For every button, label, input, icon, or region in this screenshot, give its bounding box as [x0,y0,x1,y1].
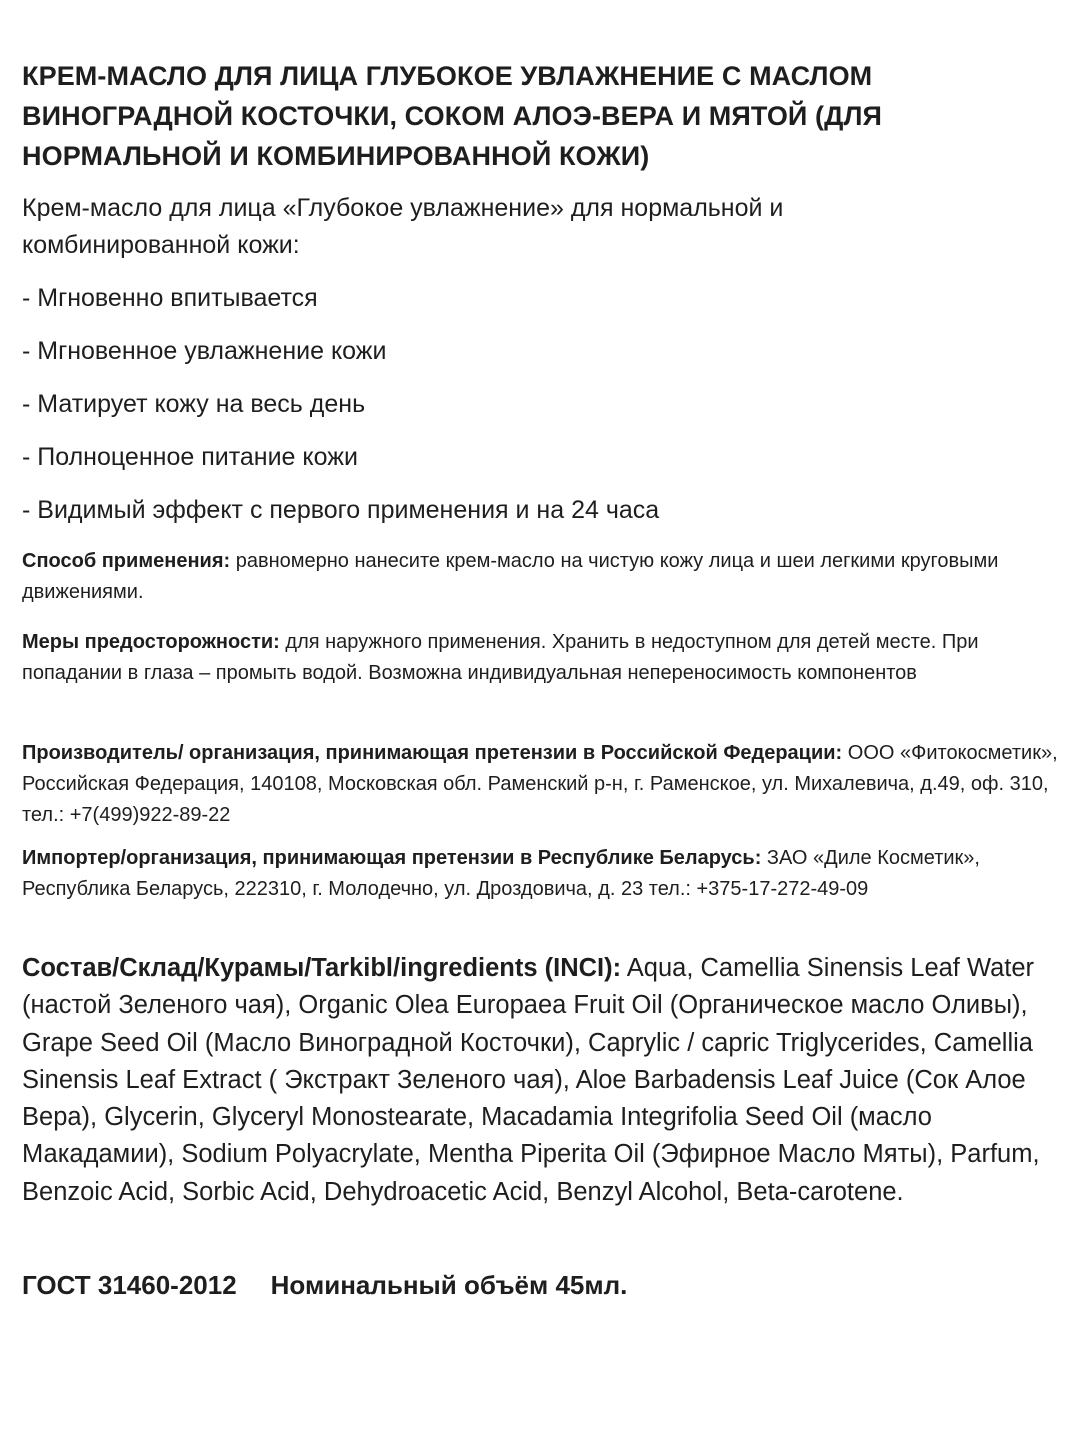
ingredients-section [22,950,1080,1211]
usage-text: равномерно нанесите крем-масло на чистую кожу лица и шеи легкими круговыми движениями. [22,550,999,603]
manufacturer-label: Производитель/ организация, принимающая претензии в Российской Федерации: [22,742,843,764]
importer-section [22,843,1080,905]
importer-label: Импортер/организация, принимающая претензии в Республике Беларусь: [22,847,762,869]
nominal-volume: Номинальный объём 45мл. [270,1270,628,1300]
benefit-item: - Видимый эффект с первого применения и на 24 часа [22,496,660,524]
precautions-label: Меры предосторожности: [22,631,280,653]
precautions-section [22,627,1080,689]
usage-label: Способ применения: [22,550,231,572]
usage-section [22,546,1080,608]
footer-line [22,1265,627,1305]
product-intro: Крем-масло для лица «Глубокое увлажнение» для нормальной и комбинированной кожи: [22,194,784,259]
benefit-item: - Мгновенное увлажнение кожи [22,337,387,365]
benefit-item: - Мгновенно впитывается [22,284,318,312]
precautions-text: для наружного применения. Хранить в недоступном для детей месте. При попадании в глаза – промыть водой. Возможна индивидуальная непереносимость компонентов [22,631,979,684]
product-title: КРЕМ-МАСЛО ДЛЯ ЛИЦА ГЛУБОКОЕ УВЛАЖНЕНИЕ С МАСЛОМ ВИНОГРАДНОЙ КОСТОЧКИ, СОКОМ АЛОЭ-ВЕРА И МЯТОЙ (ДЛЯ НОРМАЛЬНОЙ И КОМБИНИРОВАННОЙ КОЖИ) [22,61,883,171]
ingredients-text: Aqua, Camellia Sinensis Leaf Water (настой Зеленого чая), Organic Olea Europaea Fruit Oil (Органическое масло Оливы), Grape Seed Oil (Масло Виноградной Косточки), Caprylic / capric Triglycerides, Camellia Sinensis Leaf Extract ( Экстракт Зеленого чая), Aloe Barbadensis Leaf Juice (Сок Алое Вера), Glycerin, Glyceryl Monostearate, Macadamia Integrifolia Seed Oil (масло Макадамии), Sodium Polyacrylate, Mentha Piperita Oil (Эфирное Масло Мяты), Parfum, Benzoic Acid, Sorbic Acid, Dehydroacetic Acid, Benzyl Alcohol, Beta-carotene. [22,954,1040,1206]
benefits-list [22,280,659,545]
ingredients-label: Состав/Склад/Курамы/Tarkibl/ingredients (INCI): [22,954,622,982]
manufacturer-section [22,738,1080,831]
gost-standard: ГОСТ 31460-2012 [22,1270,237,1300]
benefit-item: - Полноценное питание кожи [22,443,358,471]
importer-text: ЗАО «Диле Косметик», Республика Беларусь, 222310, г. Молодечно, ул. Дроздовича, д. 23 тел.: +375-17-272-49-09 [22,847,980,900]
manufacturer-text: ООО «Фитокосметик», Российская Федерация, 140108, Московская обл. Раменский р-н, г. Раменское, ул. Михалевича, д.49, оф. 310, тел.: +7(499)922-89-22 [22,742,1058,826]
benefit-item: - Матирует кожу на весь день [22,390,366,418]
